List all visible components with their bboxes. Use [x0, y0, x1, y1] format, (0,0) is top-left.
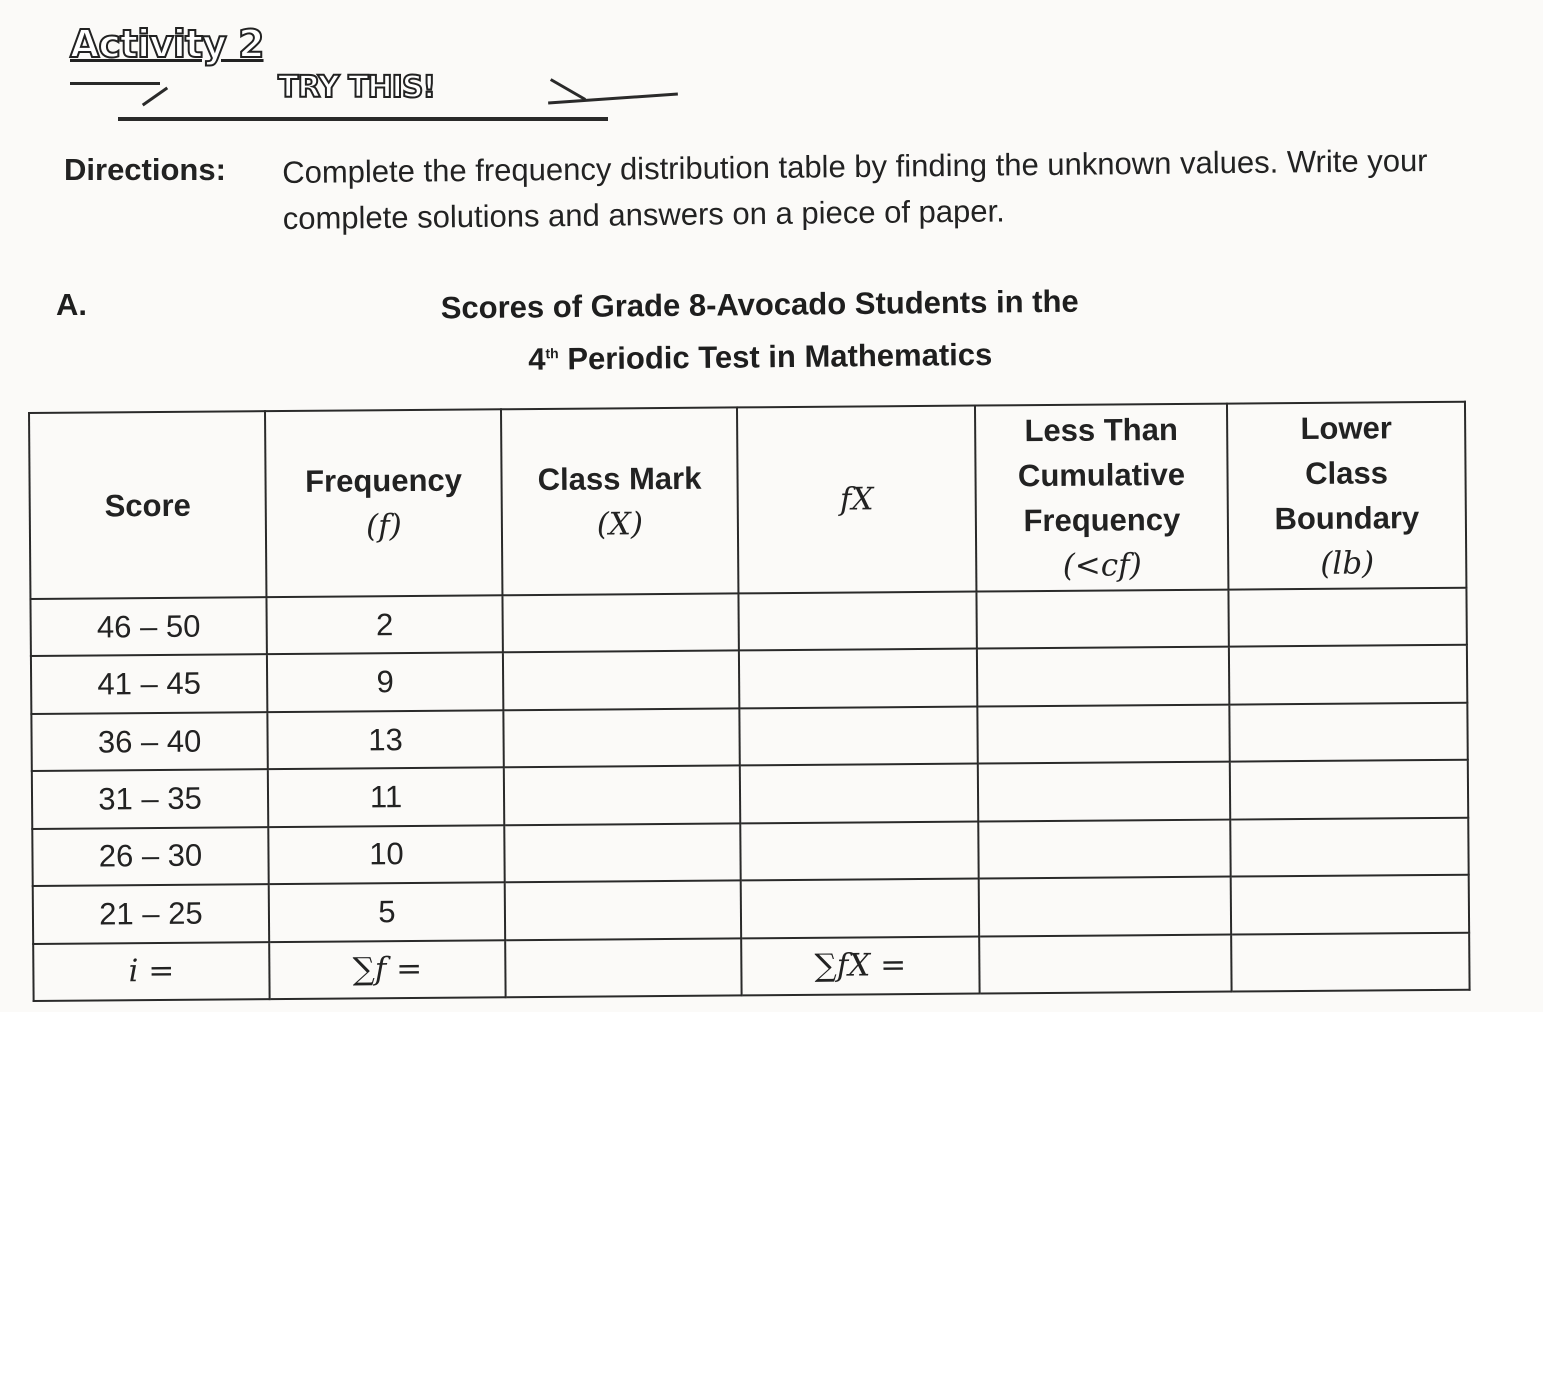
header-score: Score [29, 411, 266, 599]
table-title-ordinal: 4 [528, 341, 546, 377]
frequency-distribution-table [28, 401, 1471, 1002]
cell-score: 46 – 50 [30, 597, 266, 656]
cell-score: 21 – 25 [33, 884, 269, 943]
frequency-table-container [28, 401, 1469, 1002]
cell-class-mark [505, 938, 741, 997]
cell-fx [741, 879, 979, 938]
cell-frequency: 9 [267, 653, 503, 712]
cell-less-than-cf [978, 819, 1230, 878]
cell-frequency: 2 [266, 595, 502, 654]
cell-lower-boundary [1230, 817, 1468, 876]
header-lower-class-boundary: Lower Class Boundary (lb) [1227, 402, 1466, 590]
decorative-rule [70, 82, 160, 85]
table-title-line1: Scores of Grade 8-Avocado Students in the [440, 283, 1079, 326]
cell-score: 26 – 30 [32, 827, 268, 886]
cell-lower-boundary [1231, 932, 1469, 991]
header-class-mark: Class Mark (X) [501, 407, 738, 595]
activity-heading: Activity 2 [70, 22, 264, 66]
cell-frequency: 5 [269, 882, 505, 941]
cell-class-mark [504, 823, 740, 882]
cell-class-mark [502, 593, 738, 652]
cell-lower-boundary [1231, 875, 1469, 934]
cell-class-mark [503, 708, 739, 767]
cell-less-than-cf [977, 647, 1229, 706]
cell-less-than-cf [979, 877, 1231, 936]
cell-frequency: 13 [267, 710, 503, 769]
cell-fx [740, 821, 978, 880]
cell-class-mark [504, 766, 740, 825]
cell-sum-fx: ∑fX = [741, 936, 979, 995]
cell-less-than-cf [976, 590, 1228, 649]
cell-class-mark [505, 881, 741, 940]
cell-fx [738, 592, 976, 651]
cell-frequency: 11 [268, 768, 504, 827]
directions-text: Complete the frequency distribution table by finding the unknown values. Write your complete solutions and answers on a piece of paper. [282, 143, 1428, 236]
cell-less-than-cf [978, 762, 1230, 821]
cell-sum-f: ∑f = [269, 940, 505, 999]
decorative-rule [550, 78, 586, 101]
table-title-rest: Periodic Test in Mathematics [558, 336, 993, 377]
cell-fx [739, 649, 977, 708]
cell-fx [740, 764, 978, 823]
try-this-heading: TRY THIS! [278, 70, 436, 105]
cell-fx [739, 706, 977, 765]
table-title-line2 [360, 324, 1161, 385]
table-header-row [29, 402, 1466, 599]
directions-label: Directions: [64, 152, 226, 187]
cell-less-than-cf [977, 704, 1229, 763]
header-less-than-cf: Less Than Cumulative Frequency (<cf) [975, 404, 1228, 592]
table-title-ordinal-suffix: th [545, 345, 559, 362]
cell-less-than-cf [979, 934, 1231, 993]
cell-lower-boundary [1230, 760, 1468, 819]
section-letter: A. [56, 287, 87, 322]
cell-frequency: 10 [268, 825, 504, 884]
cell-lower-boundary [1229, 703, 1467, 762]
header-fx: fX [737, 406, 976, 594]
decorative-rule [548, 92, 678, 104]
cell-lower-boundary [1228, 588, 1466, 647]
header-frequency: Frequency (f) [265, 409, 502, 597]
cell-score: 41 – 45 [31, 655, 267, 714]
cell-lower-boundary [1229, 645, 1467, 704]
cell-interval: i = [33, 942, 269, 1001]
table-title [360, 278, 1161, 385]
decorative-rule [142, 87, 168, 107]
cell-score: 36 – 40 [31, 712, 267, 771]
cell-score: 31 – 35 [32, 769, 268, 828]
table-footer-row [33, 932, 1469, 1001]
cell-class-mark [503, 651, 739, 710]
decorative-rule [118, 117, 608, 121]
